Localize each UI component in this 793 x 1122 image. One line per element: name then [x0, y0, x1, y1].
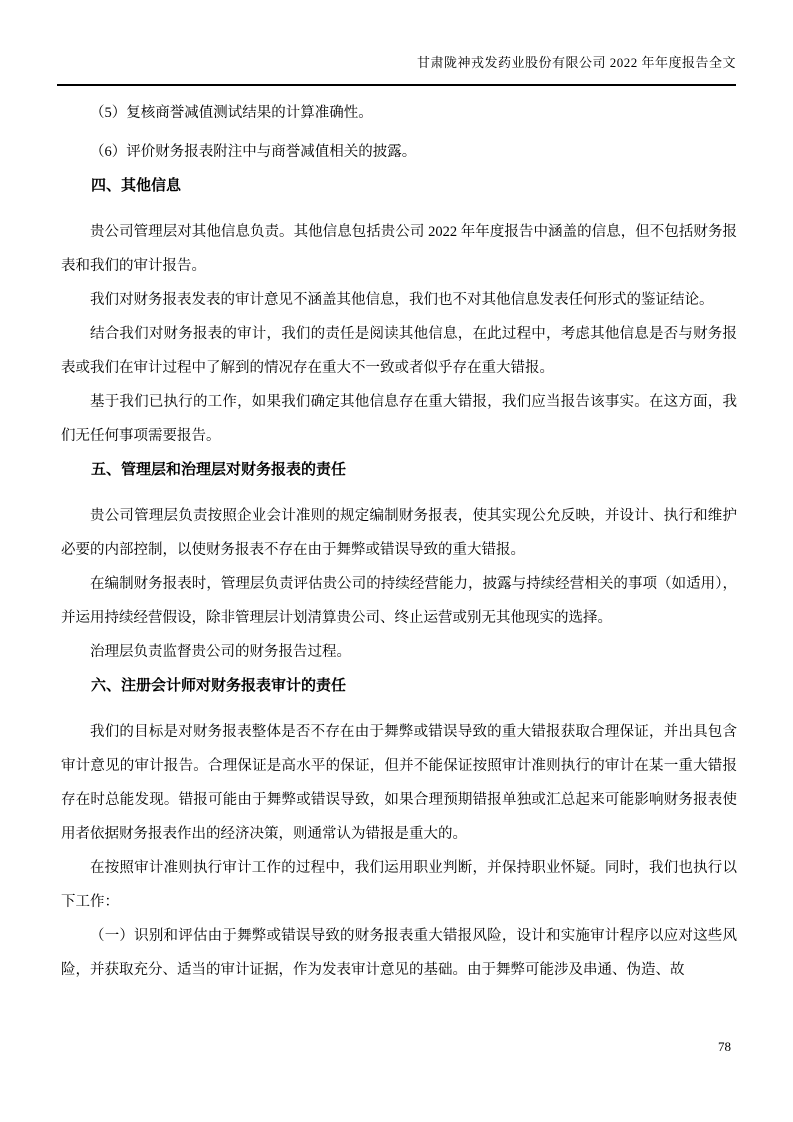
header-rule	[57, 84, 736, 86]
procedure-item-6: （6）评价财务报表附注中与商誉减值相关的披露。	[90, 144, 417, 160]
body-paragraph: 基于我们已执行的工作，如果我们确定其他信息存在重大错报，我们应当报告该事实。在这方面，我们无任何事项需要报告。	[61, 394, 737, 444]
body-paragraph: （一）识别和评估由于舞弊或错误导致的财务报表重大错报风险，设计和实施审计程序以应对这些风险，并获取充分、适当的审计证据，作为发表审计意见的基础。由于舞弊可能涉及串通、伪造、故	[61, 928, 737, 978]
section-heading-other-information: 四、其他信息	[91, 177, 182, 194]
page-number: 78	[718, 1039, 731, 1054]
page-header-title: 甘肃陇神戎发药业股份有限公司 2022 年年度报告全文	[416, 55, 736, 70]
body-paragraph: 治理层负责监督贵公司的财务报告过程。	[90, 644, 351, 660]
document-body	[61, 96, 737, 987]
body-paragraph: 在按照审计准则执行审计工作的过程中，我们运用职业判断，并保持职业怀疑。同时，我们也执行以下工作：	[61, 860, 737, 910]
body-paragraph: 贵公司管理层对其他信息负责。其他信息包括贵公司 2022 年年度报告中涵盖的信息，但不包括财务报表和我们的审计报告。	[61, 224, 737, 274]
body-paragraph: 我们的目标是对财务报表整体是否不存在由于舞弊或错误导致的重大错报获取合理保证，并出具包含审计意见的审计报告。合理保证是高水平的保证，但并不能保证按照审计准则执行的审计在某一重大错报存在时总能发现。错报可能由于舞弊或错误导致，如果合理预期错报单独或汇总起来可能影响财务报表使用者依据财务报表作出的经济决策，则通常认为错报是重大的。	[61, 724, 737, 842]
body-paragraph: 在编制财务报表时，管理层负责评估贵公司的持续经营能力，披露与持续经营相关的事项（如适用），并运用持续经营假设，除非管理层计划清算贵公司、终止运营或别无其他现实的选择。	[61, 576, 737, 626]
section-heading-auditor-responsibility: 六、注册会计师对财务报表审计的责任	[91, 677, 347, 694]
body-paragraph: 我们对财务报表发表的审计意见不涵盖其他信息，我们也不对其他信息发表任何形式的鉴证结论。	[90, 292, 714, 308]
procedure-item-5: （5）复核商誉减值测试结果的计算准确性。	[90, 105, 373, 121]
section-heading-management-responsibility: 五、管理层和治理层对财务报表的责任	[91, 461, 347, 478]
body-paragraph: 贵公司管理层负责按照企业会计准则的规定编制财务报表，使其实现公允反映，并设计、执行和维护必要的内部控制，以使财务报表不存在由于舞弊或错误导致的重大错报。	[61, 508, 737, 558]
body-paragraph: 结合我们对财务报表的审计，我们的责任是阅读其他信息，在此过程中，考虑其他信息是否与财务报表或我们在审计过程中了解到的情况存在重大不一致或者似乎存在重大错报。	[61, 326, 737, 376]
